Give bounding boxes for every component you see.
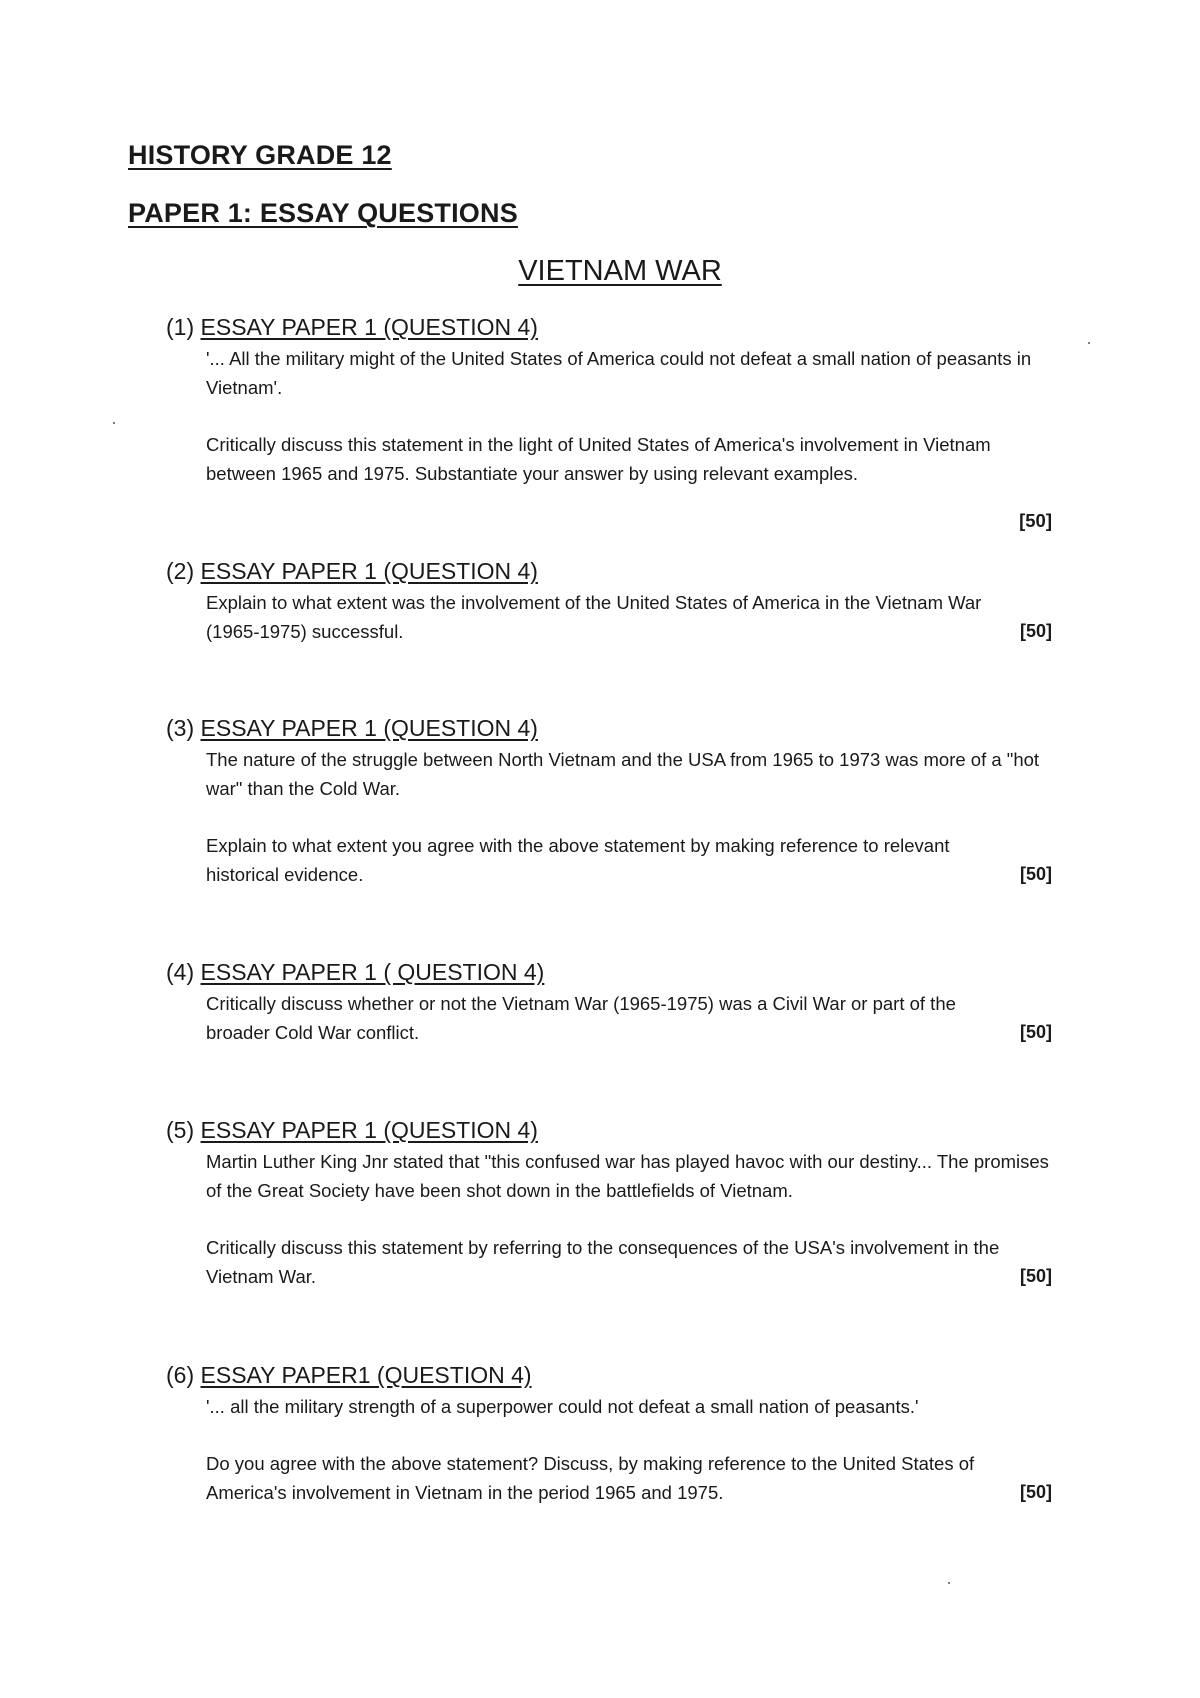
question-marks: [50]: [1019, 1022, 1052, 1042]
scan-speck: [948, 1582, 950, 1584]
question-1: [166, 312, 1056, 535]
question-number: (6): [166, 1362, 195, 1388]
question-heading: [166, 1360, 1056, 1390]
document-title: HISTORY GRADE 12: [128, 140, 392, 170]
question-marks: [50]: [1019, 1482, 1052, 1502]
question-label: ESSAY PAPER 1 (QUESTION 4): [200, 558, 538, 584]
question-marks: [50]: [1019, 864, 1052, 884]
question-paragraph: Do you agree with the above statement? Discuss, by making reference to the United States of America's involvement in Vietnam in the period 1965 and 1975.: [206, 1453, 975, 1503]
question-label: ESSAY PAPER 1 (QUESTION 4): [200, 314, 538, 340]
question-marks: [50]: [1019, 621, 1052, 641]
question-paragraph-wrap: [206, 989, 1052, 1047]
question-body: [206, 1147, 1052, 1291]
question-body: [206, 588, 1052, 646]
question-label: ESSAY PAPER 1 ( QUESTION 4): [200, 959, 545, 985]
question-paragraph: Explain to what extent you agree with the above statement by making reference to relevant historical evidence.: [206, 835, 950, 885]
scan-speck: [1088, 342, 1090, 344]
question-number: (1): [166, 314, 195, 340]
question-paragraph: Martin Luther King Jnr stated that "this confused war has played havoc with our destiny... The promises of the Great Society have been shot down in the battlefields of Vietnam.: [206, 1151, 1049, 1201]
question-number: (3): [166, 715, 195, 741]
topic-heading: VIETNAM WAR: [518, 255, 722, 287]
question-number: (4): [166, 959, 195, 985]
question-marks: [50]: [1019, 1266, 1052, 1286]
question-paragraph-wrap: [206, 1449, 1052, 1507]
document-subtitle: PAPER 1: ESSAY QUESTIONS: [128, 198, 518, 228]
question-body: [206, 989, 1052, 1047]
question-heading: [166, 1115, 1056, 1145]
scan-speck: [113, 422, 115, 424]
question-label: ESSAY PAPER 1 (QUESTION 4): [200, 1117, 538, 1143]
question-paragraph: Critically discuss this statement by referring to the consequences of the USA's involvement in the Vietnam War.: [206, 1237, 1000, 1287]
question-body: [206, 745, 1052, 889]
question-body: [206, 344, 1052, 535]
question-heading: [166, 312, 1056, 342]
question-heading: [166, 957, 1056, 987]
question-paragraph: Critically discuss whether or not the Vietnam War (1965-1975) was a Civil War or part of the broader Cold War conflict.: [206, 993, 956, 1043]
question-paragraph: Explain to what extent was the involvement of the United States of America in the Vietnam War (1965-1975) successful.: [206, 592, 982, 642]
question-6: [166, 1360, 1056, 1507]
question-heading: [166, 556, 1056, 586]
question-marks: [50]: [1019, 510, 1052, 531]
question-paragraph: Critically discuss this statement in the light of United States of America's involvement in Vietnam between 1965 and 1975. Substantiate your answer by using relevant examples.: [206, 434, 991, 484]
question-number: (2): [166, 558, 195, 584]
question-label: ESSAY PAPER 1 (QUESTION 4): [200, 715, 538, 741]
question-paragraph-wrap: [206, 1233, 1052, 1291]
question-paragraph-wrap: [206, 588, 1052, 646]
question-4: [166, 957, 1056, 1047]
question-body: [206, 1392, 1052, 1507]
question-label: ESSAY PAPER1 (QUESTION 4): [200, 1362, 532, 1388]
question-paragraph: The nature of the struggle between North Vietnam and the USA from 1965 to 1973 was more of a "hot war" than the Cold War.: [206, 749, 1040, 799]
question-2: [166, 556, 1056, 646]
question-heading: [166, 713, 1056, 743]
question-paragraph: '... All the military might of the United States of America could not defeat a small nation of peasants in Vietnam'.: [206, 348, 1032, 398]
question-paragraph-wrap: [206, 831, 1052, 889]
question-number: (5): [166, 1117, 195, 1143]
question-3: [166, 713, 1056, 889]
question-paragraph: '... all the military strength of a superpower could not defeat a small nation of peasants.': [206, 1396, 919, 1417]
question-5: [166, 1115, 1056, 1291]
